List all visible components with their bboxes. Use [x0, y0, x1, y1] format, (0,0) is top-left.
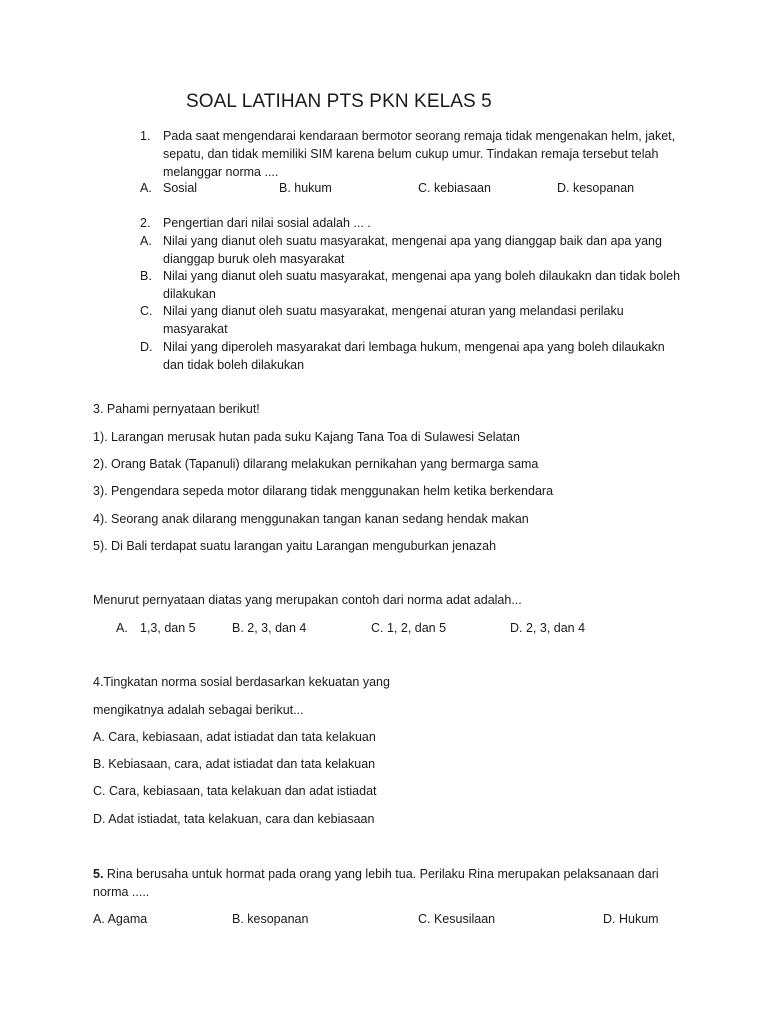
question-3-question: Menurut pernyataan diatas yang merupakan contoh dari norma adat adalah... [93, 593, 522, 607]
question-4-option: D. Adat istiadat, tata kelakuan, cara dan kebiasaan [93, 812, 375, 826]
question-2-option-text: Nilai yang dianut oleh suatu masyarakat, mengenai apa yang dianggap baik dan apa yang dianggap buruk oleh masyarakat [163, 234, 662, 266]
question-2-option-letter: D. [140, 340, 153, 354]
question-3-statement: 5). Di Bali terdapat suatu larangan yaitu Larangan menguburkan jenazah [93, 539, 497, 553]
question-3-statement: 3). Pengendara sepeda motor dilarang tidak menggunakan helm ketika berkendara [93, 484, 554, 498]
question-2-option-letter: A. [140, 234, 152, 248]
question-5-text-block [93, 865, 683, 901]
question-2-option-text: Nilai yang diperoleh masyarakat dari lembaga hukum, mengenai apa yang boleh dilaukakn dan tidak boleh dilakukan [163, 340, 665, 372]
question-1-option-c: C. kebiasaan [418, 181, 491, 195]
question-2-option-letter: B. [140, 269, 152, 283]
question-1-option-d: D. kesopanan [557, 181, 635, 195]
question-2-text: Pengertian dari nilai sosial adalah ... . [163, 216, 371, 230]
question-5-text: Rina berusaha untuk hormat pada orang yang lebih tua. Perilaku Rina merupakan pelaksanaan dari norma ..... [93, 867, 659, 899]
question-1-option-a-letter: A. [140, 181, 152, 195]
question-3-option-c: C. 1, 2, dan 5 [371, 621, 447, 635]
question-1-text: Pada saat mengendarai kendaraan bermotor seorang remaja tidak mengenakan helm, jaket, sepatu, dan tidak memiliki SIM karena belum cukup umur. Tindakan remaja tersebut telah melanggar norma .... [163, 129, 676, 179]
question-3-option-a: 1,3, dan 5 [140, 621, 196, 635]
page-title: SOAL LATIHAN PTS PKN KELAS 5 [186, 91, 492, 112]
question-5-option-c: C. Kesusilaan [418, 912, 496, 926]
question-4-option: C. Cara, kebiasaan, tata kelakuan dan adat istiadat [93, 784, 377, 798]
question-3-option-a-letter: A. [116, 621, 128, 635]
question-2-option-letter: C. [140, 304, 153, 318]
question-4-text: 4.Tingkatan norma sosial berdasarkan kekuatan yang [93, 675, 390, 689]
question-5-number: 5. [93, 867, 104, 881]
question-4-option: A. Cara, kebiasaan, adat istiadat dan tata kelakuan [93, 730, 376, 744]
question-3-option-d: D. 2, 3, dan 4 [510, 621, 586, 635]
question-1-number: 1. [140, 129, 151, 143]
question-1-option-a: Sosial [163, 181, 198, 195]
question-4-text-continued: mengikatnya adalah sebagai berikut... [93, 703, 304, 717]
question-5-option-d: D. Hukum [603, 912, 659, 926]
question-3-statement: 1). Larangan merusak hutan pada suku Kajang Tana Toa di Sulawesi Selatan [93, 430, 520, 444]
question-1-option-b: B. hukum [279, 181, 332, 195]
question-2-option-text: Nilai yang dianut oleh suatu masyarakat, mengenai apa yang boleh dilaukakn dan tidak boleh dilakukan [163, 269, 681, 301]
question-5-option-a: A. Agama [93, 912, 148, 926]
question-2-option-text: Nilai yang dianut oleh suatu masyarakat, mengenai aturan yang melandasi perilaku masyarakat [163, 304, 624, 336]
question-3-statement: 4). Seorang anak dilarang menggunakan tangan kanan sedang hendak makan [93, 512, 529, 526]
question-3-statement: 2). Orang Batak (Tapanuli) dilarang melakukan pernikahan yang bermarga sama [93, 457, 539, 471]
question-2-number: 2. [140, 216, 151, 230]
question-5-option-b: B. kesopanan [232, 912, 309, 926]
question-3-intro: 3. Pahami pernyataan berikut! [93, 402, 260, 416]
question-3-option-b: B. 2, 3, dan 4 [232, 621, 307, 635]
question-4-option: B. Kebiasaan, cara, adat istiadat dan tata kelakuan [93, 757, 376, 771]
